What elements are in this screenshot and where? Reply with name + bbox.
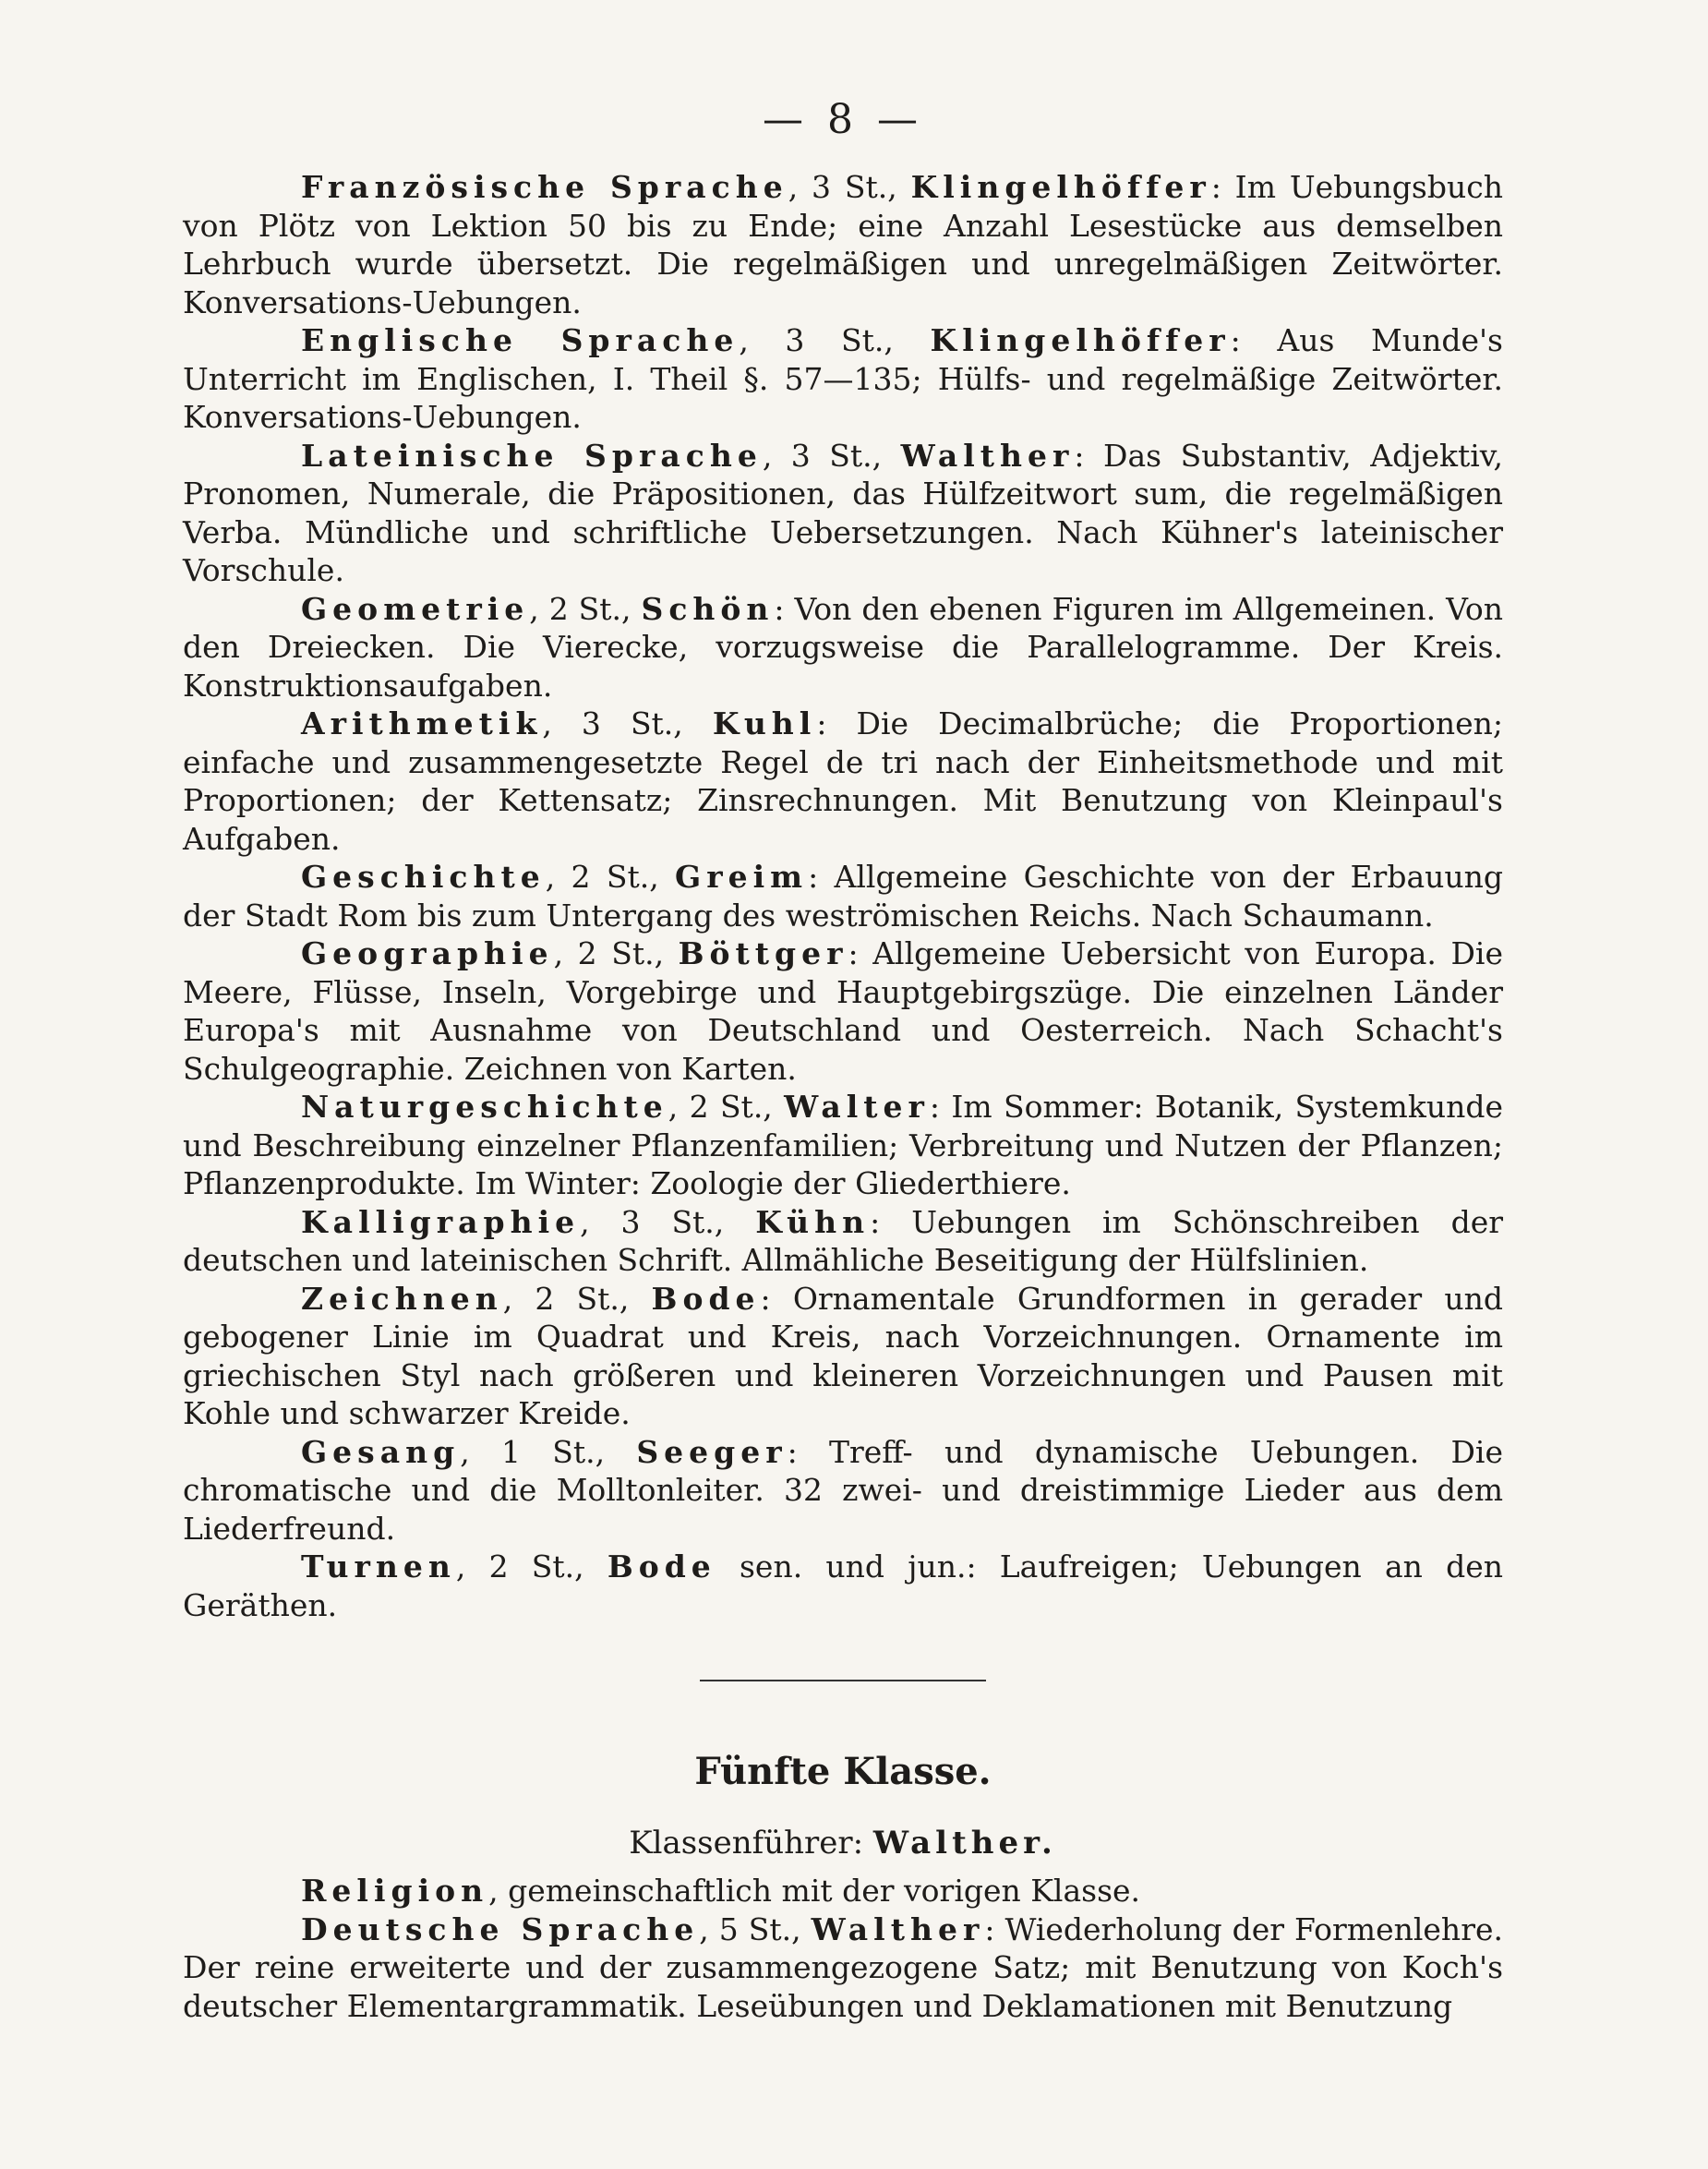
subject-details: , 3 St.,: [580, 1203, 756, 1240]
subject-name: Geometrie: [301, 590, 530, 627]
subject-name: Zeichnen: [301, 1280, 503, 1317]
subject-teacher: Schön: [641, 590, 775, 627]
subject-name: Kalligraphie: [301, 1203, 581, 1240]
subject-text: : Im Sommer: Botanik, Systemkunde und Beschreibung einzelner Pflanzenfamilien; Verbreitung und Nutzen der Pflanzen; Pflanzenprodukte. Im Winter: Zoologie der Gliederthiere.: [183, 1089, 1503, 1201]
subject-teacher: Walter: [784, 1089, 930, 1125]
subject-name: Religion: [301, 1873, 489, 1909]
subject-teacher: Greim: [675, 859, 809, 895]
subject-teacher: Kuhl: [712, 705, 817, 741]
subject-text: : Allgemeine Geschichte von der Erbauung der Stadt Rom bis zum Untergang des weströmischen Reichs. Nach Schaumann.: [183, 859, 1503, 934]
section-divider: [700, 1680, 986, 1681]
subject-name: Arithmetik: [301, 705, 543, 741]
section-title: Fünfte Klasse.: [694, 1750, 992, 1793]
subject-text: , gemeinschaftlich mit der vorigen Klasse.: [488, 1873, 1141, 1909]
subject-text: : Das Substantiv, Adjektiv, Pronomen, Numerale, die Präpositionen, das Hülfzeitwort sum, die regelmäßigen Verba. Mündliche und schriftliche Uebersetzungen. Nach Kühner's lateinischer Vorschule.: [183, 437, 1503, 588]
subject-text: : Von den ebenen Figuren im Allgemeinen. Von den Dreiecken. Die Vierecke, vorzugsweise die Parallelogramme. Der Kreis. Konstruktionsaufgaben.: [183, 590, 1503, 704]
subject-text: : Wiederholung der Formenlehre. Der reine erweiterte und der zusammengezogene Satz; mit Benutzung von Koch's deutscher Elementargrammatik. Leseübungen und Deklamationen mit Benutzung: [183, 1910, 1503, 2024]
subject-teacher: Bode: [607, 1548, 716, 1585]
subject-details: , 3 St.,: [542, 705, 713, 741]
subject-paragraph: [183, 1280, 1503, 1433]
class-leader: [183, 1822, 1503, 1864]
subject-paragraph: [183, 1203, 1503, 1280]
subject-details: , 3 St.,: [788, 169, 911, 205]
subject-teacher: Klingelhöffer: [930, 322, 1231, 358]
subject-details: , 2 St.,: [545, 859, 676, 895]
subject-name: Geschichte: [301, 859, 546, 895]
subject-paragraph: [183, 1548, 1503, 1624]
subject-details: , 3 St.,: [762, 437, 901, 474]
subject-paragraph: [183, 168, 1503, 321]
document-page: [183, 92, 1503, 2025]
subject-teacher: Kühn: [755, 1203, 871, 1240]
subject-details: , 3 St.,: [739, 322, 931, 358]
subject-paragraph: [183, 321, 1503, 437]
subject-teacher: Klingelhöffer: [910, 169, 1211, 205]
subject-name: Turnen: [301, 1548, 456, 1585]
subject-text: : Aus Munde's Unterricht im Englischen, I. Theil §. 57—135; Hülfs- und regelmäßige Zeitwörter. Konversations-Uebungen.: [183, 322, 1503, 435]
page-number: — 8 —: [763, 96, 923, 143]
subject-teacher: Seeger: [636, 1433, 788, 1470]
subject-teacher: Walther: [900, 437, 1075, 474]
subject-details: , 2 St.,: [502, 1280, 652, 1317]
subject-paragraph: [183, 1872, 1503, 1910]
subject-name: Gesang: [301, 1433, 461, 1470]
class-leader-label: Klassenführer:: [629, 1825, 873, 1862]
subject-list: [183, 168, 1503, 1624]
subject-paragraph: [183, 1910, 1503, 2026]
subject-text: : Uebungen im Schönschreiben der deutschen und lateinischen Schrift. Allmähliche Beseitigung der Hülfslinien.: [183, 1203, 1503, 1278]
subject-paragraph: [183, 934, 1503, 1088]
subject-paragraph: [183, 1433, 1503, 1548]
subject-name: Naturgeschichte: [301, 1089, 668, 1125]
subject-details: , 2 St.,: [529, 590, 642, 627]
subject-paragraph: [183, 705, 1503, 858]
subject-paragraph: [183, 437, 1503, 590]
subject-teacher: Walther: [811, 1910, 985, 1947]
subject-details: , 2 St.,: [668, 1089, 785, 1125]
subject-text: sen. und jun.: Laufreigen; Uebungen an den Geräthen.: [183, 1548, 1503, 1623]
subject-name: Französische Sprache: [301, 169, 788, 205]
subject-paragraph: [183, 1088, 1503, 1203]
subject-name: Englische Sprache: [301, 322, 740, 358]
subject-text: : Allgemeine Uebersicht von Europa. Die Meere, Flüsse, Inseln, Vorgebirge und Hauptgebirgszüge. Die einzelnen Länder Europa's mit Ausnahme von Deutschland und Oesterreich. Nach Schacht's Schulgeographie. Zeichnen von Karten.: [183, 935, 1504, 1087]
class-leader-name: Walther.: [872, 1825, 1057, 1862]
subject-details: , 1 St.,: [460, 1433, 637, 1470]
subject-text: : Die Decimalbrüche; die Proportionen; einfache und zusammengesetzte Regel de tri nach der Einheitsmethode und mit Proportionen; der Kettensatz; Zinsrechnungen. Mit Benutzung von Kleinpaul's Aufgaben.: [183, 705, 1503, 857]
subject-paragraph: [183, 590, 1503, 705]
subject-details: , 5 St.,: [699, 1910, 812, 1947]
subject-name: Lateinische Sprache: [301, 437, 763, 474]
subject-teacher: Bode: [651, 1280, 761, 1317]
subject-text: : Im Uebungsbuch von Plötz von Lektion 50 bis zu Ende; eine Anzahl Lesestücke aus demselben Lehrbuch wurde übersetzt. Die regelmäßigen und unregelmäßigen Zeitwörter. Konversations-Uebungen.: [183, 169, 1503, 320]
subject-name: Deutsche Sprache: [301, 1910, 700, 1947]
subject-details: , 2 St.,: [455, 1548, 607, 1585]
subject-text: : Treff- und dynamische Uebungen. Die chromatische und die Molltonleiter. 32 zwei- und dreistimmige Lieder aus dem Liederfreund.: [183, 1433, 1503, 1547]
subject-details: , 2 St.,: [553, 935, 679, 971]
subject-paragraph: [183, 858, 1503, 934]
subject-teacher: Böttger: [678, 935, 848, 971]
subject-text: : Ornamentale Grundformen in gerader und gebogener Linie im Quadrat und Kreis, nach Vorzeichnungen. Ornamente im griechischen Styl nach größeren und kleineren Vorzeichnungen und Pausen mit Kohle und schwarzer Kreide.: [183, 1280, 1503, 1431]
subject-name: Geographie: [301, 935, 554, 971]
